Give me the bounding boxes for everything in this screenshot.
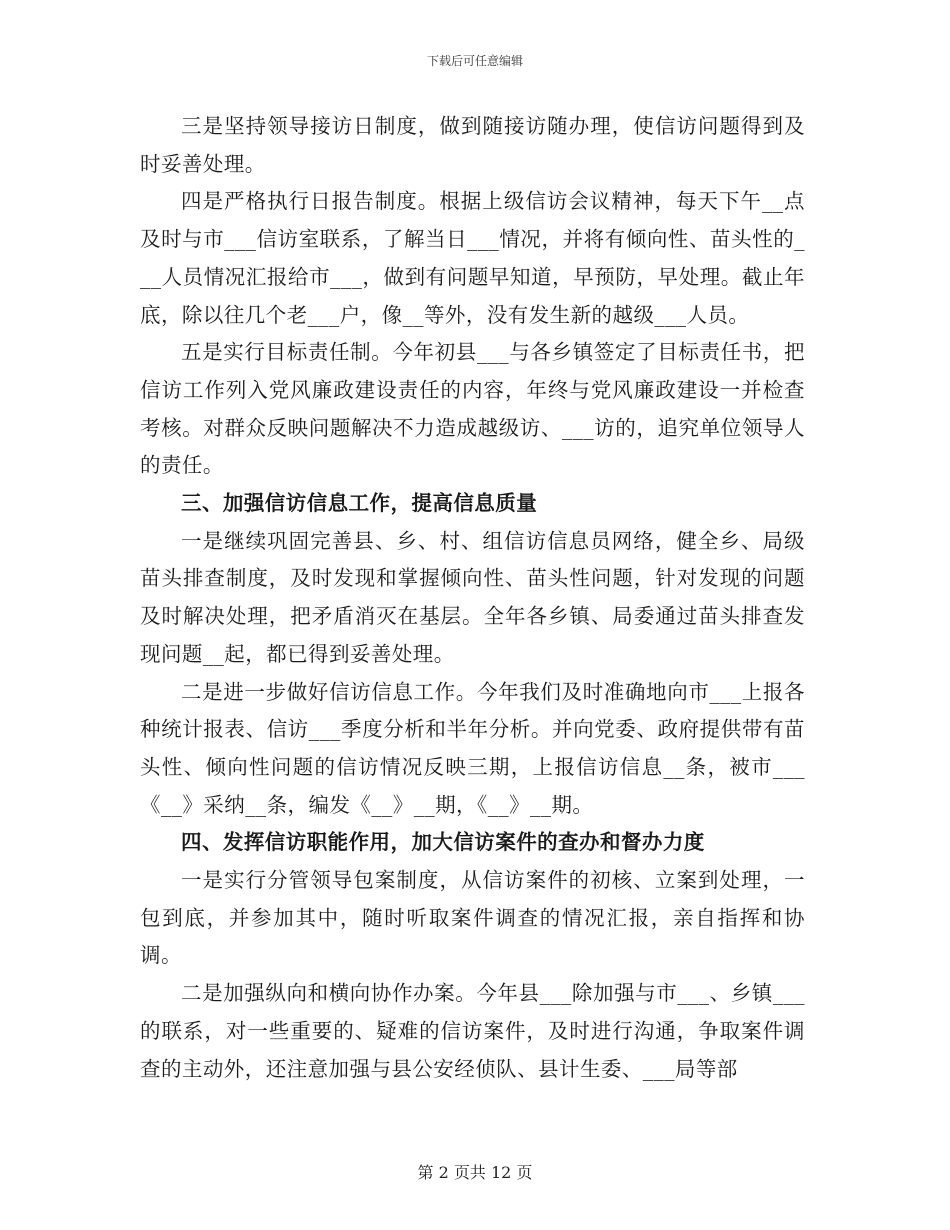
paragraph-3: 五是实行目标责任制。今年初县___与各乡镇签定了目标责任书，把信访工作列入党风廉政建设责任的内容，年终与党风廉政建设一并检查考核。对群众反映问题解决不力造成越级访、___访的，追究单位领导人的责任。 <box>140 340 805 478</box>
paragraph-1: 三是坚持领导接访日制度，做到随接访随办理，使信访问题得到及时妥善处理。 <box>140 114 805 176</box>
document-body <box>140 108 805 1088</box>
page-footer: 第 2 页共 12 页 <box>417 1163 533 1182</box>
paragraph-5: 二是进一步做好信访信息工作。今年我们及时准确地向市___上报各种统计报表、信访___季度分析和半年分析。并向党委、政府提供带有苗头性、倾向性问题的信访情况反映三期，上报信访信息__条，被市___《__》采纳__条，编发《__》__期，《__》__期。 <box>140 679 805 817</box>
paragraph-7: 二是加强纵向和横向协作办案。今年县___除加强与市___、乡镇___的联系，对一些重要的、疑难的信访案件，及时进行沟通，争取案件调查的主动外，还注意加强与县公安经侦队、县计生委、___局等部 <box>140 981 805 1081</box>
paragraph-6: 一是实行分管领导包案制度，从信访案件的初核、立案到处理，一包到底，并参加其中，随时听取案件调查的情况汇报，亲自指挥和协调。 <box>140 868 805 968</box>
paragraph-4: 一是继续巩固完善县、乡、村、组信访信息员网络，健全乡、局级苗头排查制度，及时发现和掌握倾向性、苗头性问题，针对发现的问题及时解决处理，把矛盾消灭在基层。全年各乡镇、局委通过苗头排查发现问题__起，都已得到妥善处理。 <box>140 528 805 666</box>
paragraph-2: 四是严格执行日报告制度。根据上级信访会议精神，每天下午__点及时与市___信访室联系，了解当日___情况，并将有倾向性、苗头性的___人员情况汇报给市___，做到有问题早知道，早预防，早处理。截止年底，除以往几个老___户，像__等外，没有发生新的越级___人员。 <box>140 189 805 327</box>
page-header: 下载后可任意编辑 <box>426 54 523 68</box>
section-heading-4: 四、发挥信访职能作用，加大信访案件的查办和督办力度 <box>181 830 705 855</box>
section-heading-3: 三、加强信访信息工作，提高信息质量 <box>181 491 538 516</box>
